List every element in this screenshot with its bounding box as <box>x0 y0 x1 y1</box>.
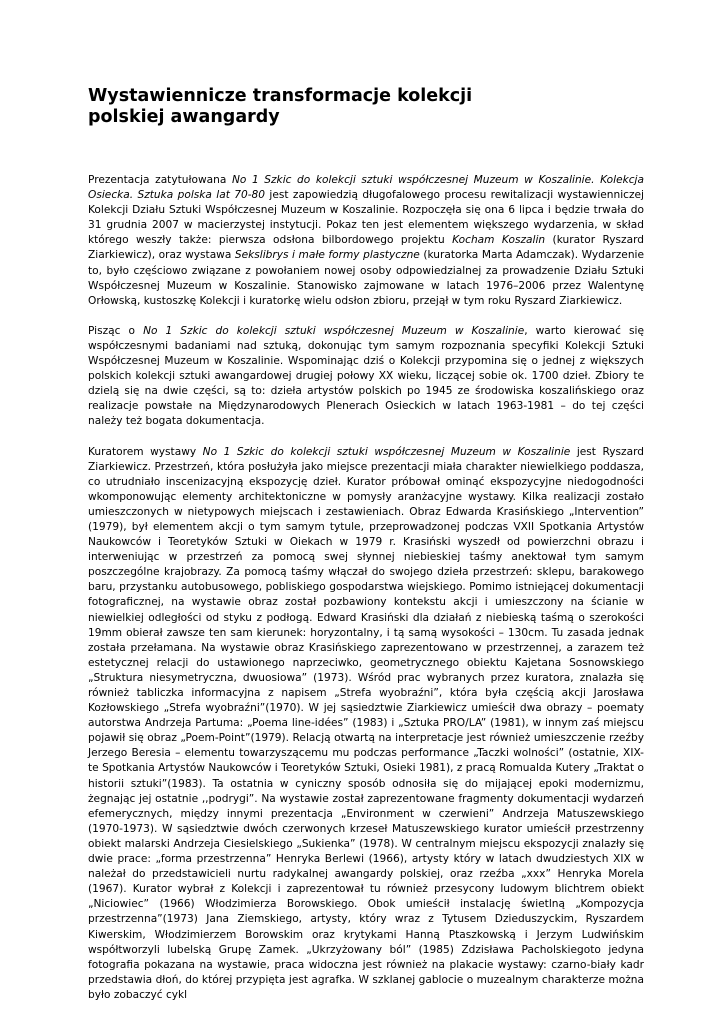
paragraph-2-text-a: Pisząc o <box>88 324 144 337</box>
paragraph-1-text-e: (kurator Ryszard Ziarkiewicz), oraz wystawa <box>88 234 644 262</box>
document-page <box>88 86 644 1003</box>
title-line-2: polskiej awangardy <box>88 107 280 127</box>
exhibition-title-italic: No 1 Szkic do kolekcji sztuki współczesnej Muzeum w Koszalinie <box>202 445 571 458</box>
paragraph-1-text-a: Prezentacja zatytułowana <box>88 174 232 186</box>
exhibition-title-italic: No 1 Szkic do kolekcji sztuki współczesnej Muzeum w Koszalinie <box>143 324 525 337</box>
paragraph-1-text-c: jest zapowiedzią długofalowego procesu rewitalizacji wystawienniczej Kolekcji Działu Sztuki Współczesnej Muzeum w Koszalinie. Rozpoczęła się ona 6 lipca i będzie trwała do 31 grudnia 2007 w macierzystej instytucji. Pokaz ten jest elementem większego wydarzenia, w skład którego weszły także: pierwsza odsłona bilbordowego projektu <box>88 189 644 247</box>
document-body <box>88 173 644 1003</box>
paragraph-1-text-g: (kuratorka Marta Adamczak). Wydarzenie to, było częściowo związane z powołaniem nowej osoby odpowiedzialnej za prowadzenie Działu Sztuki Współczesnej Muzeum w Koszalinie. Stanowisko zajmowane w latach 1976–2006 przez Walentynę Orłowską, kustoszkę Kolekcji i kuratorkę wielu odsłon zbioru, przejął w tym roku Ryszard Ziarkiewicz. <box>88 249 644 307</box>
paragraph-2-text-c: , warto kierować się współczesnymi badaniami nad sztuką, dokonując tym samym rozpoznania specyfiki Kolekcji Sztuki Współczesnej Muzeum w Koszalinie. Wspominając dziś o Kolekcji przypomina się o jednej z większych polskich kolekcji sztuki awangardowej drugiej połowy XX wieku, liczącej sobie ok. 1700 dzieł. Zbiory te dzielą się na dwie części, są to: dzieła artystów polskich po 1945 ze środowiska koszalińskiego oraz realizacje powstałe na Międzynarodowych Plenerach Osieckich w latach 1963-1981 – do tej części należy też bogata dokumentacja. <box>88 324 645 428</box>
paragraph-2 <box>88 324 644 430</box>
second-exhibition-title-italic: Sekslibrys i małe formy plastyczne <box>234 249 420 262</box>
paragraph-3-text-c: jest Ryszard Ziarkiewicz. Przestrzeń, która posłużyła jako miejsce prezentacji miała charakter niewielkiego poddasza, co utrudniało inscenizacyjną ekspozycję dzieł. Kurator próbował ominąć ekspozycyjne niedogodności wkomponowując elementy architektoniczne w pomysły aranżacyjne wystawy. Kilka realizacji zostało umieszczonych w nietypowych miejscach i zestawieniach. Obraz Edwarda Krasińskiego „Intervention” (1979), był elementem akcji o tym samym tytule, przeprowadzonej podczas VXII Spotkania Artystów Naukowców i Teoretyków Sztuki w Oiekach w 1979 r. Krasiński wyszedł od powierzchni obrazu i interweniując w przestrzeń za pomocą swej słynnej niebieskiej taśmy anektował tym samym poszczególne krajobrazy. Za pomocą taśmy włączał do swojego dzieła przestrzeń: sklepu, barakowego baru, przystanku autobusowego, pobliskiego gospodarstwa wiejskiego. Pomimo istniejącej dokumentacji fotograficznej, na wystawie obraz został pozbawiony kontekstu akcji i umieszczony na ścianie w niewielkiej odległości od styku z podłogą. Edward Krasiński dla działań z niebieską taśmą o szerokości 19mm obierał zawsze ten sam kierunek: horyzontalny, i tą samą wysokości – 130cm. Tu zasada jednak została przełamana. Na wystawie obraz Krasińskiego zaprezentowano w przestrzennej, a zarazem też estetycznej relacji do ustawionego naprzeciwko, geometrycznego obiektu Kajetana Sosnowskiego „Struktura niesymetryczna, dwuosiowa” (1973). Wśród prac wybranych przez kuratora, znalazła się również tabliczka informacyjna z napisem „Strefa wyobraźni”, która była częścią akcji Jarosława Kozłowskiego „Strefa wyobraźni”(1970). W jej sąsiedztwie Ziarkiewicz umieścił dwa obrazy – poematy autorstwa Andrzeja Partuma: „Poema line-idées” (1983) i „Sztuka PRO/LA” (1981), w innym zaś miejscu pojawił się obraz „Poem-Point”(1979). Relacją otwartą na interpretacje jest również umieszczenie rzeźby Jerzego Beresia – elementu towarzyszącemu mu podczas performance „Taczki wolności” (ostatnie, XIX-te Spotkania Artystów Naukowców i Teoretyków Sztuki, Osieki 1981), z pracą Romualda Kutery „Traktat o historii sztuki”(1983). Ta ostatnia w cyniczny sposób odnosiła się do mijającej epoki modernizmu, żegnając jej ostatnie ,,podrygi”. Na wystawie został zaprezentowane fragmenty dokumentacji wydarzeń efemerycznych, między innymi prezentacja „Environment w czerwieni” Andrzeja Matuszewskiego (1970-1973). W sąsiedztwie dwóch czerwonych krzeseł Matuszewskiego kurator umieścił przestrzenny obiekt malarski Andrzeja Ciesielskiego „Sukienka” (1978). W centralnym miejscu ekspozycji znalazły się dwie prace: „forma przestrzenna” Henryka Berlewi (1966), artysty który w latach dwudziestych XIX w należał do przedstawicieli nurtu radykalnej awangardy polskiej, oraz rzeźba „xxx” Henryka Morela (1967). Kurator wybrał z Kolekcji i zaprezentował tu również przesycony ludowym blichtrem obiekt „Niciowiec” (1966) Włodzimierza Borowskiego. Obok umieścił instalację świetlną „Kompozycja przestrzenna”(1973) Jana Ziemskiego, artysty, który wraz z Tytusem Dzieduszyckim, Ryszardem Kiwerskim, Włodzimierzem Borowskim oraz krytykami Hanną Ptaszkowską i Jerzym Ludwińskim współtworzyli lubelską Grupę Zamek. „Ukrzyżowany ból” (1985) Zdzisława Pacholskiegoto jedyna fotografia pokazana na wystawie, praca widoczna jest również na plakacie wystawy: czarno-biały kadr przedstawia dłoń, do której przypięta jest agrafka. W szklanej gablocie o muzealnym charakterze można było zobaczyć cykl <box>88 445 645 1001</box>
paragraph-3 <box>88 445 644 1003</box>
paragraph-3-text-a: Kuratorem wystawy <box>88 445 203 458</box>
exhibition-title-italic: No 1 Szkic do kolekcji sztuki współczesnej Muzeum w Koszalinie. Kolekcja Osiecka. Sztuka polska lat 70-80 <box>88 174 644 202</box>
document-title <box>88 86 644 128</box>
title-line-1: Wystawiennicze transformacje kolekcji <box>88 86 473 106</box>
paragraph-1 <box>88 173 644 309</box>
project-title-italic: Kocham Koszalin <box>452 234 546 247</box>
